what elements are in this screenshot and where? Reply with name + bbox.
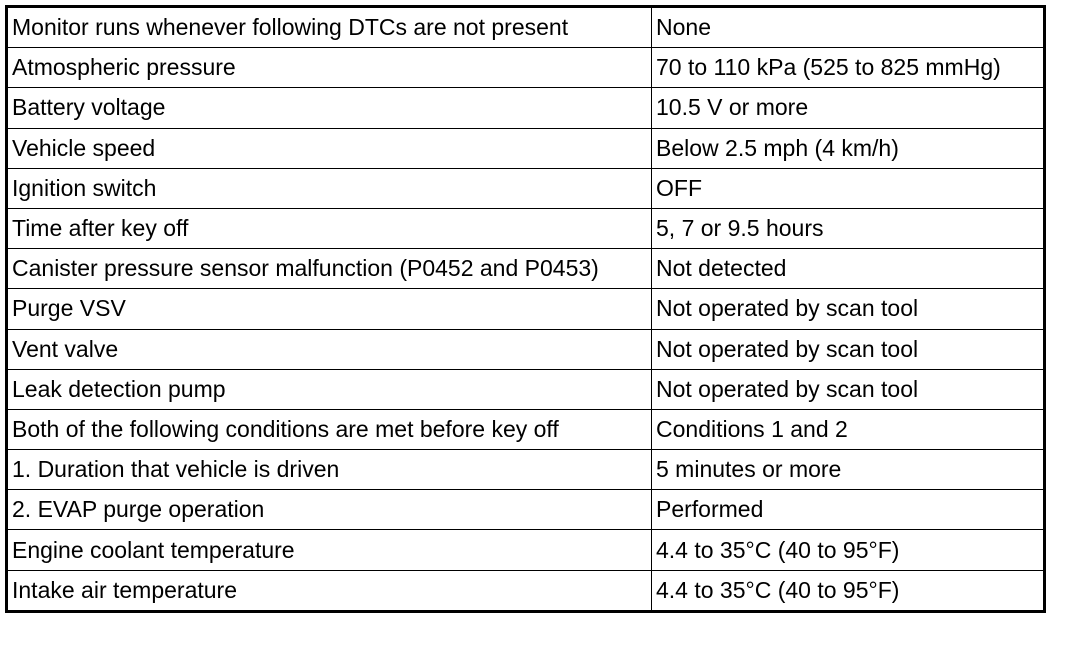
table-row <box>7 168 1045 208</box>
table-row <box>7 7 1045 48</box>
table-row <box>7 128 1045 168</box>
condition-label: 2. EVAP purge operation <box>7 490 652 530</box>
condition-value: 4.4 to 35°C (40 to 95°F) <box>652 570 1045 611</box>
table-row <box>7 369 1045 409</box>
table-row <box>7 208 1045 248</box>
condition-label: Purge VSV <box>7 289 652 329</box>
condition-value: Not operated by scan tool <box>652 329 1045 369</box>
condition-value: Performed <box>652 490 1045 530</box>
condition-value: 5, 7 or 9.5 hours <box>652 208 1045 248</box>
table-row <box>7 249 1045 289</box>
condition-value: 4.4 to 35°C (40 to 95°F) <box>652 530 1045 570</box>
condition-label: Atmospheric pressure <box>7 48 652 88</box>
condition-label: Both of the following conditions are met before key off <box>7 409 652 449</box>
condition-label: Vent valve <box>7 329 652 369</box>
table-row <box>7 48 1045 88</box>
condition-value: OFF <box>652 168 1045 208</box>
conditions-table <box>5 5 1046 613</box>
table-row <box>7 450 1045 490</box>
condition-label: Engine coolant temperature <box>7 530 652 570</box>
table-row <box>7 570 1045 611</box>
condition-value: Below 2.5 mph (4 km/h) <box>652 128 1045 168</box>
condition-value: Not operated by scan tool <box>652 369 1045 409</box>
condition-label: Ignition switch <box>7 168 652 208</box>
table-row <box>7 530 1045 570</box>
condition-value: Not operated by scan tool <box>652 289 1045 329</box>
condition-label: Battery voltage <box>7 88 652 128</box>
condition-label: 1. Duration that vehicle is driven <box>7 450 652 490</box>
table-row <box>7 409 1045 449</box>
condition-label: Leak detection pump <box>7 369 652 409</box>
condition-label: Vehicle speed <box>7 128 652 168</box>
condition-value: 10.5 V or more <box>652 88 1045 128</box>
condition-value: Not detected <box>652 249 1045 289</box>
conditions-table-body <box>7 7 1045 612</box>
condition-label: Intake air temperature <box>7 570 652 611</box>
table-row <box>7 490 1045 530</box>
table-row <box>7 329 1045 369</box>
condition-label: Monitor runs whenever following DTCs are not present <box>7 7 652 48</box>
condition-value: 70 to 110 kPa (525 to 825 mmHg) <box>652 48 1045 88</box>
condition-value: None <box>652 7 1045 48</box>
condition-value: Conditions 1 and 2 <box>652 409 1045 449</box>
condition-label: Time after key off <box>7 208 652 248</box>
table-row <box>7 88 1045 128</box>
table-row <box>7 289 1045 329</box>
condition-value: 5 minutes or more <box>652 450 1045 490</box>
condition-label: Canister pressure sensor malfunction (P0452 and P0453) <box>7 249 652 289</box>
